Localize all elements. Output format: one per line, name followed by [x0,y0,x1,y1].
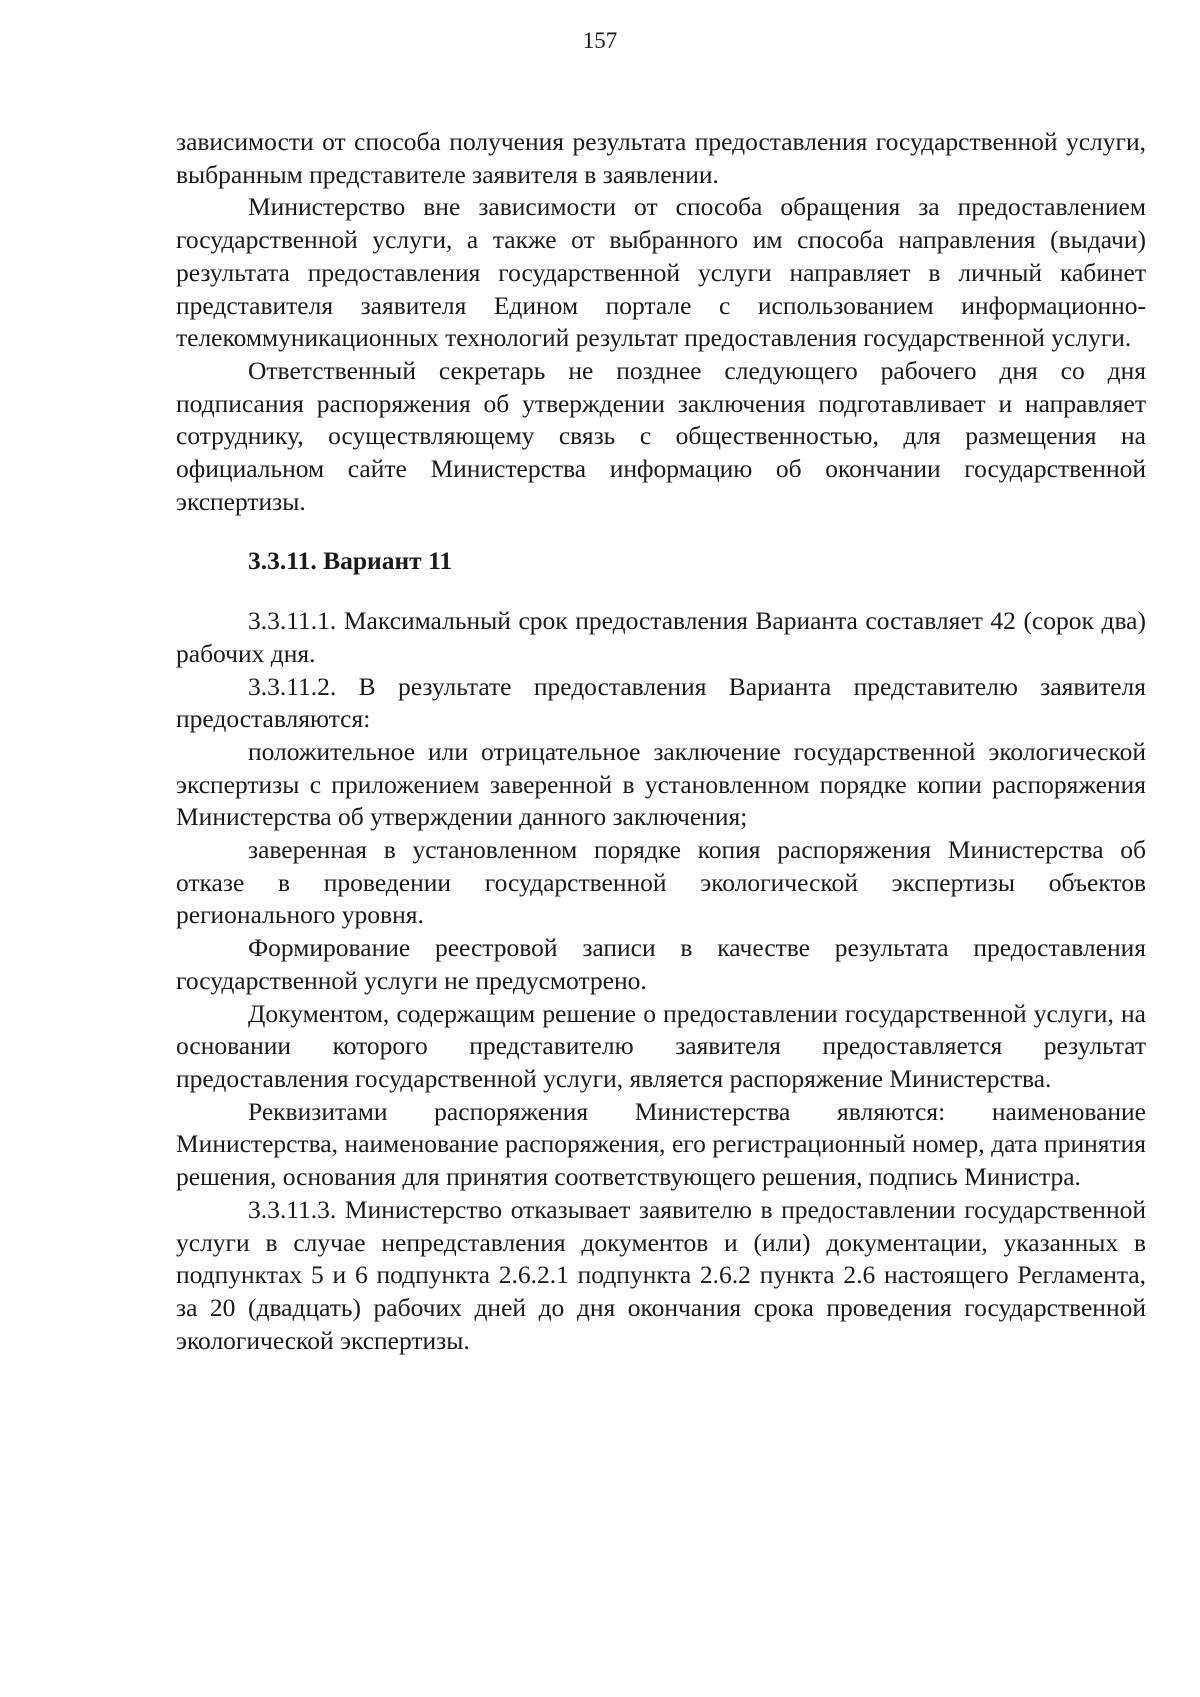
paragraph: 3.3.11.2. В результате предоставления Варианта представителю заявителя предоставляются: [176,671,1146,734]
page-number: 157 [582,28,618,53]
paragraph: Ответственный секретарь не позднее следующего рабочего дня со дня подписания распоряжения об утверждении заключения подготавливает и направляет сотруднику, осуществляющему связь с общественностью, для размещения на официальном сайте Министерства информацию об окончании государственной экспертизы. [176,355,1146,516]
paragraph: 3.3.11.1. Максимальный срок предоставления Варианта составляет 42 (сорок два) рабочих дня. [176,606,1146,668]
section-heading: 3.3.11. Вариант 11 [248,546,453,576]
paragraph: положительное или отрицательное заключение государственной экологической экспертизы с приложением заверенной в установленном порядке копии распоряжения Министерства об утверждении данного заключения; [176,736,1146,832]
paragraph: Реквизитами распоряжения Министерства являются: наименование Министерства, наименование распоряжения, его регистрационный номер, дата принятия решения, основания для принятия соответствующего решения, подпись Министра. [176,1096,1146,1192]
document-body [176,126,1146,1357]
paragraph: Формирование реестровой записи в качестве результата предоставления государственной услуги не предусмотрено. [176,933,1146,995]
paragraph: заверенная в установленном порядке копия распоряжения Министерства об отказе в проведении государственной экологической экспертизы объектов регионального уровня. [176,835,1146,930]
paragraph: 3.3.11.3. Министерство отказывает заявителю в предоставлении государственной услуги в случае непредставления документов и (или) документации, указанных в подпунктах 5 и 6 подпункта 2.6.2.1 подпункта 2.6.2 пункта 2.6 настоящего Регламента, за 20 (двадцать) рабочих дней до дня окончания срока проведения государственной экологической экспертизы. [176,1194,1146,1355]
paragraph-continuation: зависимости от способа получения результата предоставления государственной услуги, выбранным представителе заявителя в заявлении. [176,127,1146,189]
paragraph: Документом, содержащим решение о предоставлении государственной услуги, на основании которого представителю заявителя предоставляется результат предоставления государственной услуги, является распоряжение Министерства. [176,998,1146,1093]
paragraph: Министерство вне зависимости от способа обращения за предоставлением государственной услуги, а также от выбранного им способа направления (выдачи) результата предоставления государственной услуги направляет в личный кабинет представителя заявителя Едином портале с использованием информационно-телекоммуникационных технологий результат предоставления государственной услуги. [176,192,1146,353]
